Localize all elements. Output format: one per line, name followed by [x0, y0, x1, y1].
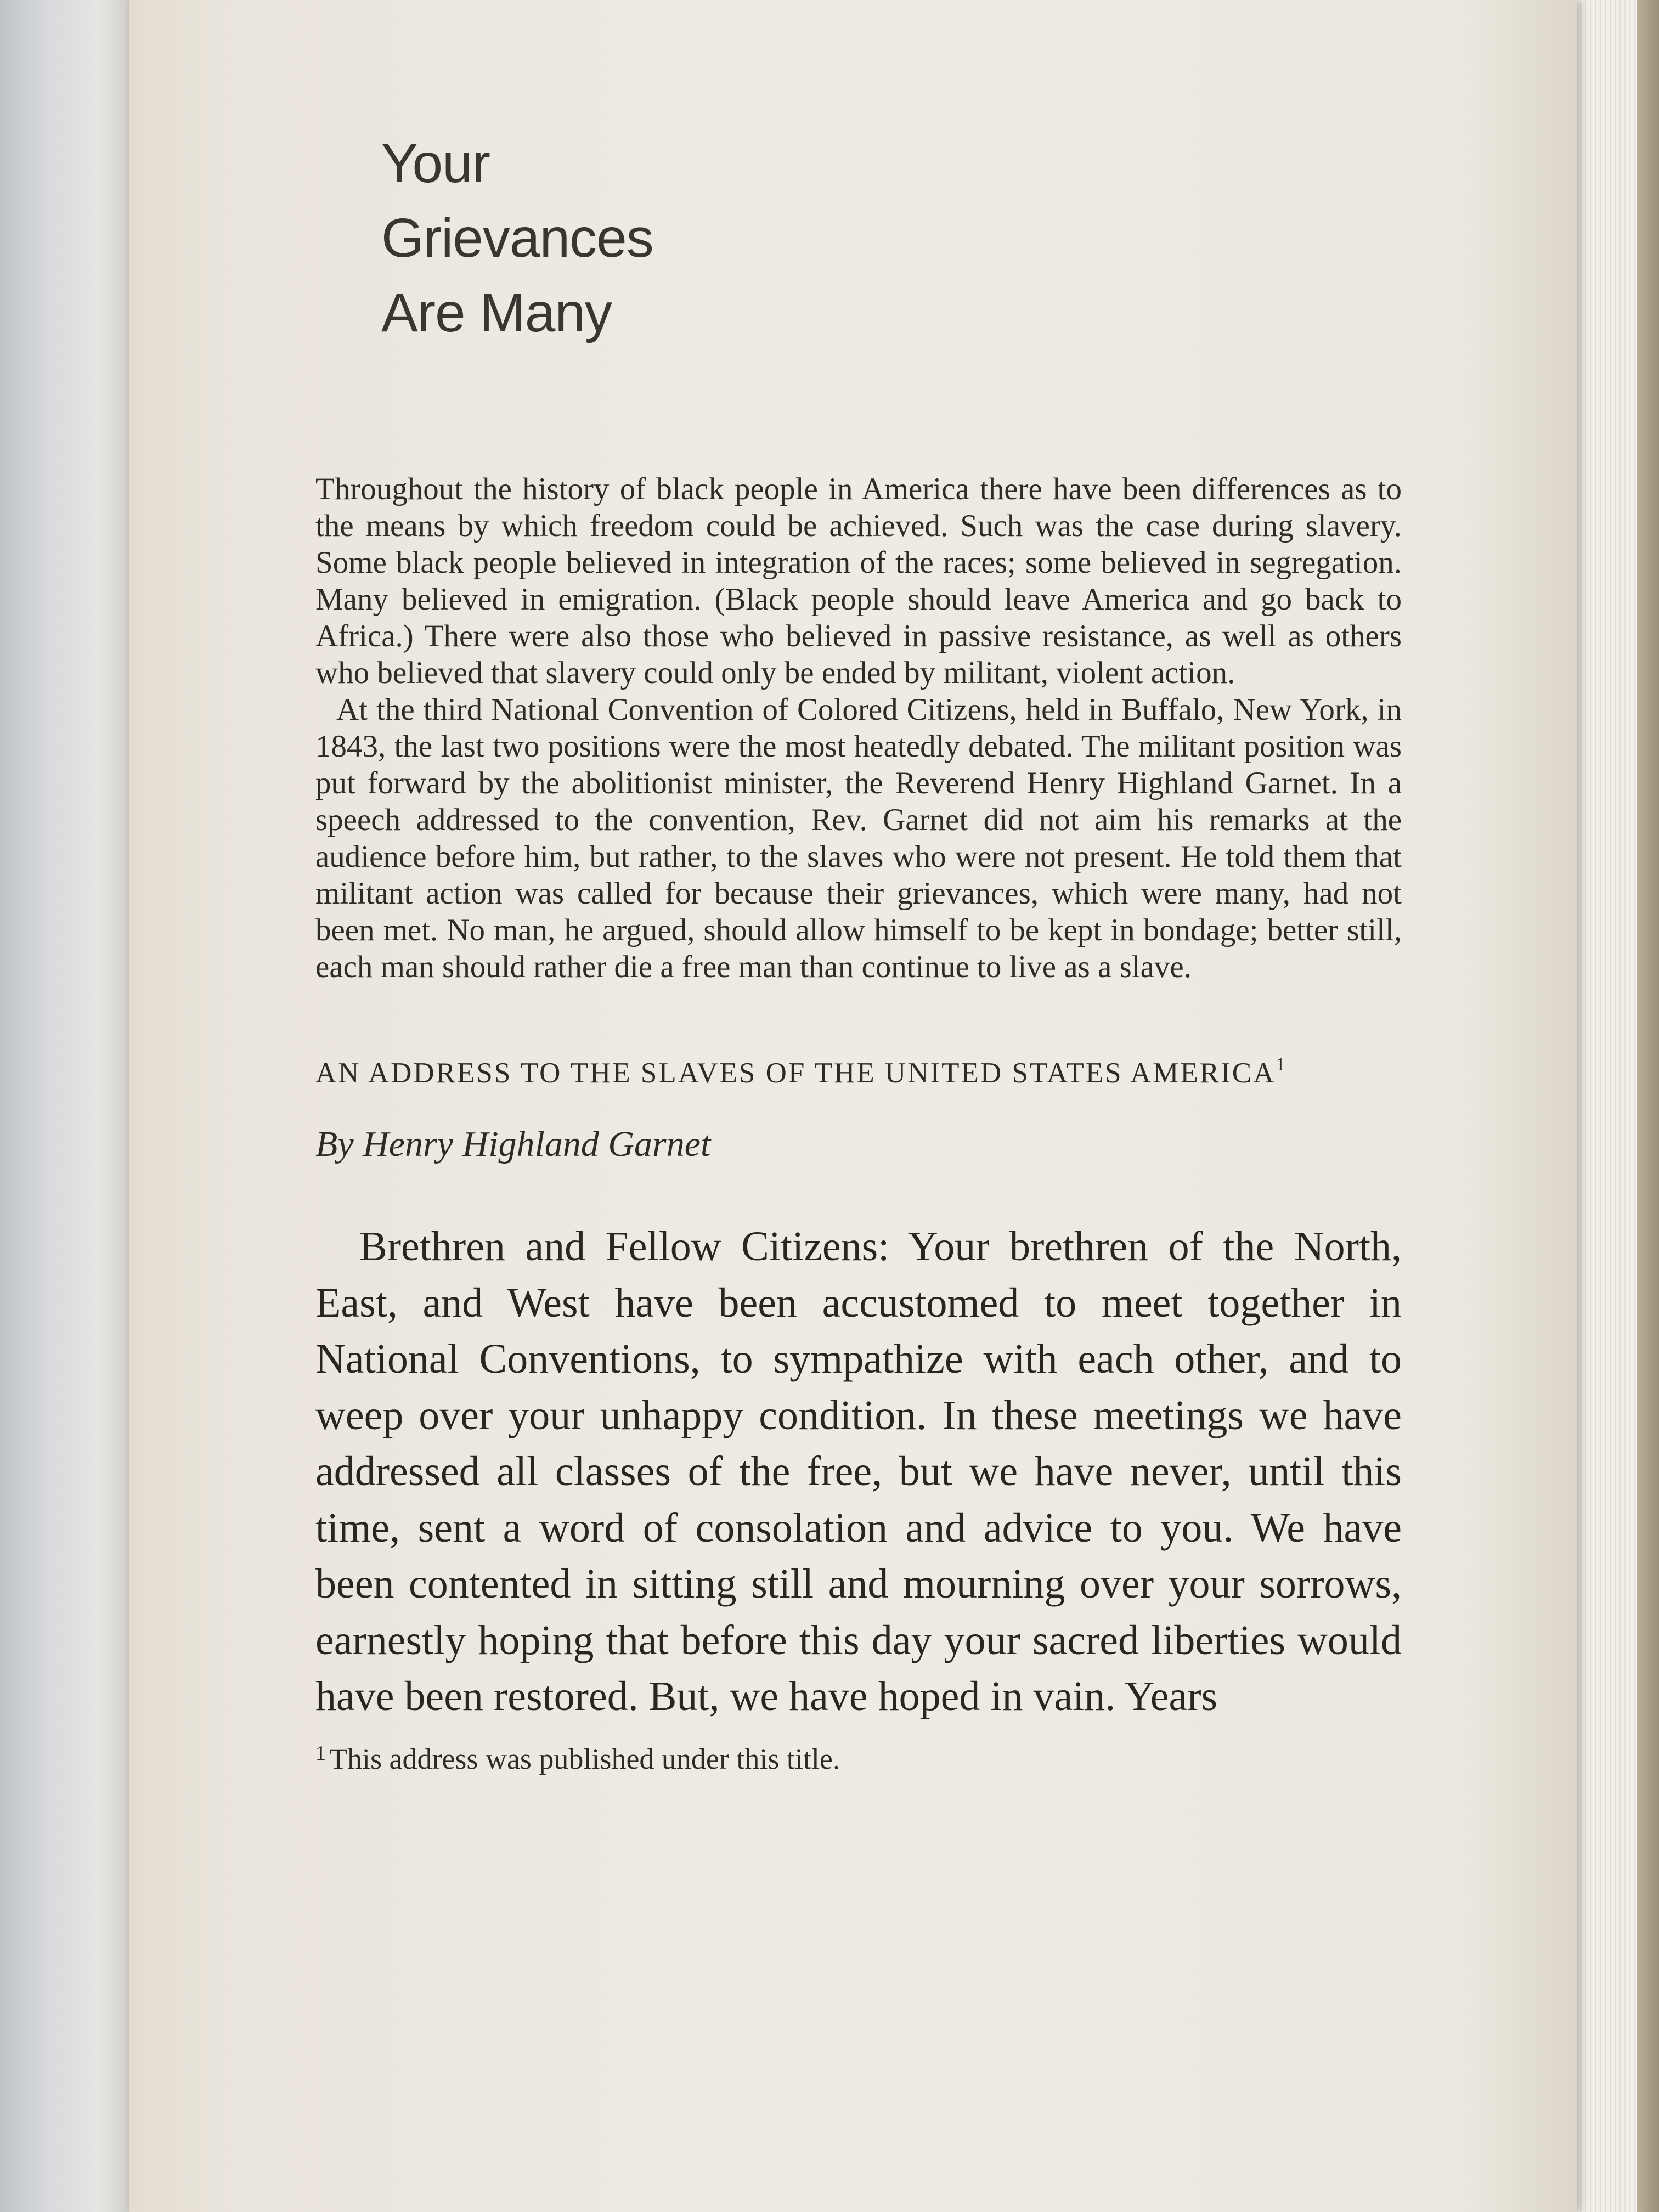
page-content	[315, 126, 1402, 1776]
page-stack-shadow	[1637, 0, 1659, 2212]
intro-paragraph-1: Throughout the history of black people in America there have been differences as to the means by which freedom could be achieved. Such was the case during slavery. Some black people believed in integration of the races; some believed in segregation. Many believed in emigration. (Black people should leave America and go back to Africa.) There were also those who believed in passive resistance, as well as others who believed that slavery could only be ended by militant, violent action.	[315, 472, 1402, 690]
intro-paragraph-2: At the third National Convention of Colored Citizens, held in Buffalo, New York, in 1843, the last two positions were the most heatedly debated. The militant position was put forward by the abolitionist minister, the Reverend Henry Highland Garnet. In a speech addressed to the convention, Rev. Garnet did not aim his remarks at the audience before him, but rather, to the slaves who were not present. He told them that militant action was called for because their grievances, which were many, had not been met. No man, he argued, should allow himself to be kept in bondage; better still, each man should rather die a free man than continue to live as a slave.	[315, 692, 1402, 984]
chapter-title-line-1: Your	[381, 133, 490, 194]
book-page	[129, 0, 1577, 2212]
address-title	[315, 1046, 1402, 1101]
facing-page-edge	[0, 0, 132, 2212]
footnote	[315, 1741, 1402, 1776]
introduction	[315, 471, 1402, 985]
chapter-title	[381, 126, 1402, 350]
address-body	[315, 1218, 1402, 1725]
author-byline: By Henry Highland Garnet	[315, 1124, 711, 1164]
chapter-title-line-3: Are Many	[381, 282, 612, 343]
address-title-text: AN ADDRESS TO THE SLAVES OF THE UNITED STATES AMERICA	[315, 1057, 1276, 1089]
footnote-marker: 1	[315, 1741, 326, 1765]
footnote-reference: 1	[1276, 1054, 1285, 1075]
address-body-paragraph: Brethren and Fellow Citizens: Your brethren of the North, East, and West have been accustomed to meet together in National Conventions, to sympathize with each other, and to weep over your unhappy condition. In these meetings we have addressed all classes of the free, but we have never, until this time, sent a word of consolation and advice to you. We have been contented in sitting still and mourning over your sorrows, earnestly hoping that before this day your sacred liberties would have been restored. But, we have hoped in vain. Years	[315, 1223, 1402, 1719]
chapter-title-line-2: Grievances	[381, 207, 653, 269]
footnote-text: This address was published under this title.	[329, 1742, 840, 1775]
